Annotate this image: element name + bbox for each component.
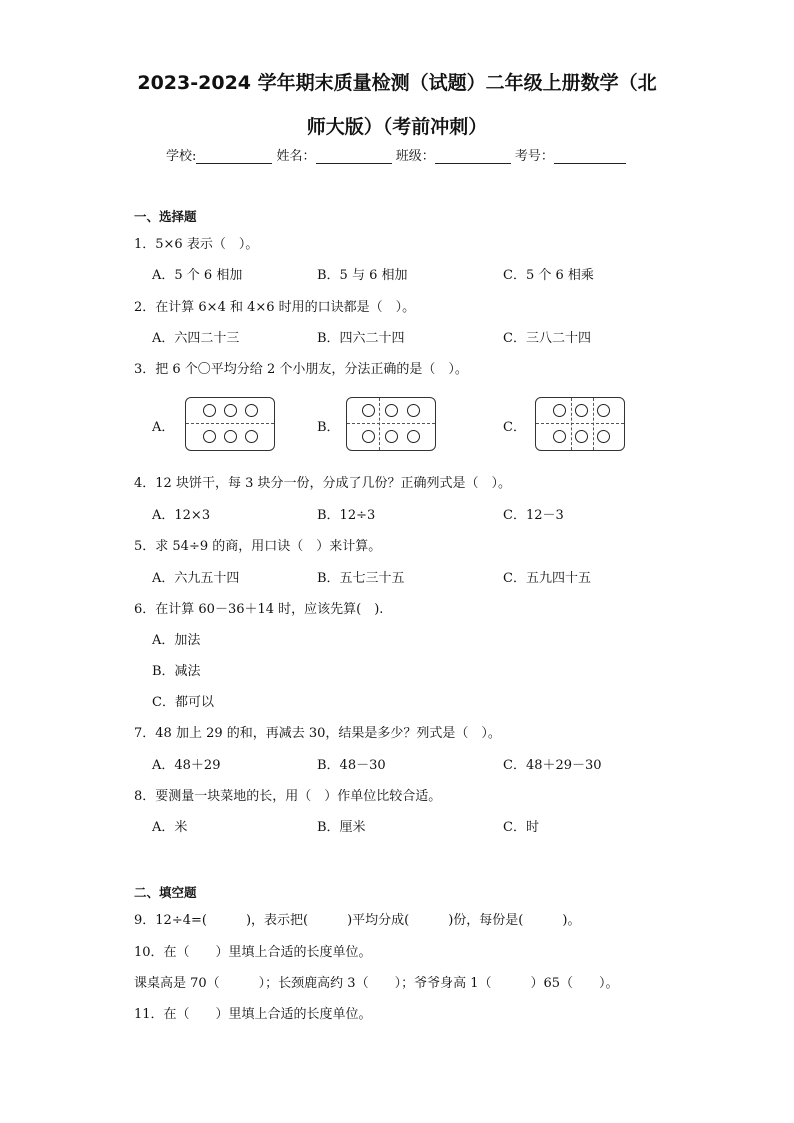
page-title-line2: 师大版）（考前冲刺） bbox=[306, 116, 488, 138]
question-3-stem: 3．把 6 个〇平均分给 2 个小朋友，分法正确的是（ ）。 bbox=[134, 362, 468, 377]
question-1-option-a: A．5 个 6 相加 bbox=[152, 268, 243, 283]
number-blank bbox=[554, 149, 626, 164]
question-9: 9．12÷4=( )，表示把( )平均分成( )份，每份是( )。 bbox=[134, 913, 581, 928]
question-8-option-a: A．米 bbox=[152, 820, 188, 835]
circle-icon bbox=[224, 404, 237, 417]
school-blank bbox=[196, 149, 272, 164]
circle-icon bbox=[245, 404, 258, 417]
question-8-option-c: C．时 bbox=[503, 820, 539, 835]
circle-icon bbox=[385, 404, 398, 417]
circle-icon bbox=[362, 404, 375, 417]
question-7-option-a: A．48＋29 bbox=[152, 758, 221, 773]
question-3-option-a: A． bbox=[152, 420, 175, 435]
section-heading-choice: 一、选择题 bbox=[134, 209, 197, 224]
circle-icon bbox=[362, 430, 375, 443]
name-blank bbox=[316, 149, 392, 164]
question-3-option-b: B． bbox=[317, 420, 340, 435]
question-4-stem: 4．12 块饼干，每 3 块分一份，分成了几份？正确列式是（ ）。 bbox=[134, 476, 511, 491]
question-4-option-c: C．12－3 bbox=[503, 508, 564, 523]
question-5-option-c: C．五九四十五 bbox=[503, 571, 591, 586]
circle-icon bbox=[224, 430, 237, 443]
question-1-stem: 1．5×6 表示（ ）。 bbox=[134, 237, 259, 252]
figure-b-divider-h bbox=[347, 423, 435, 424]
circle-icon bbox=[385, 430, 398, 443]
question-8-stem: 8．要测量一块菜地的长，用（ ）作单位比较合适。 bbox=[134, 789, 442, 804]
circle-icon bbox=[597, 430, 610, 443]
circle-icon bbox=[575, 430, 588, 443]
name-label: 姓名： bbox=[276, 149, 316, 164]
school-label: 学校: bbox=[166, 149, 197, 164]
figure-a-divider bbox=[186, 423, 274, 424]
question-10: 10．在（ ）里填上合适的长度单位。 bbox=[134, 945, 372, 960]
question-7-stem: 7．48 加上 29 的和，再减去 30，结果是多少？列式是（ ）。 bbox=[134, 726, 501, 741]
question-3-option-c: C． bbox=[503, 420, 526, 435]
circle-icon bbox=[575, 404, 588, 417]
circle-icon bbox=[407, 404, 420, 417]
question-5-option-a: A．六九五十四 bbox=[152, 571, 240, 586]
question-2-option-c: C．三八二十四 bbox=[503, 331, 591, 346]
question-5-option-b: B．五七三十五 bbox=[317, 571, 405, 586]
figure-c-divider-h bbox=[536, 423, 624, 424]
number-label: 考号： bbox=[514, 149, 554, 164]
class-label: 班级： bbox=[395, 149, 435, 164]
circle-icon bbox=[203, 430, 216, 443]
question-5-stem: 5．求 54÷9 的商，用口诀（ ）来计算。 bbox=[134, 539, 382, 554]
question-6-option-a: A．加法 bbox=[152, 633, 201, 648]
question-4-option-b: B．12÷3 bbox=[317, 508, 376, 523]
question-4-option-a: A．12×3 bbox=[152, 508, 211, 523]
question-6-stem: 6．在计算 60－36＋14 时，应该先算( ). bbox=[134, 602, 384, 617]
section-heading-fill: 二、填空题 bbox=[134, 885, 197, 900]
question-2-stem: 2．在计算 6×4 和 4×6 时用的口诀都是（ ）。 bbox=[134, 300, 416, 315]
question-1-option-c: C．5 个 6 相乘 bbox=[503, 268, 594, 283]
question-2-option-b: B．四六二十四 bbox=[317, 331, 405, 346]
question-11: 11．在（ ）里填上合适的长度单位。 bbox=[134, 1007, 372, 1022]
circle-icon bbox=[203, 404, 216, 417]
figure-a-box bbox=[185, 397, 275, 451]
question-7-option-b: B．48－30 bbox=[317, 758, 386, 773]
figure-b-box bbox=[346, 397, 436, 451]
question-8-option-b: B．厘米 bbox=[317, 820, 366, 835]
circle-icon bbox=[245, 430, 258, 443]
figure-b-divider-v bbox=[379, 398, 380, 450]
circle-icon bbox=[597, 404, 610, 417]
question-7-option-c: C．48＋29－30 bbox=[503, 758, 602, 773]
class-blank bbox=[435, 149, 511, 164]
circle-icon bbox=[407, 430, 420, 443]
question-6-option-b: B．减法 bbox=[152, 664, 201, 679]
circle-icon bbox=[553, 404, 566, 417]
circle-icon bbox=[553, 430, 566, 443]
question-6-option-c: C．都可以 bbox=[152, 695, 214, 710]
question-2-option-a: A．六四二十三 bbox=[152, 331, 240, 346]
figure-c-divider-v1 bbox=[571, 398, 572, 450]
question-10-detail: 课桌高是 70（ ）；长颈鹿高约 3（ ）；爷爷身高 1（ ）65（ ）。 bbox=[134, 976, 619, 991]
page-title-line1: 2023-2024 学年期末质量检测（试题）二年级上册数学（北 bbox=[137, 72, 657, 94]
question-1-option-b: B．5 与 6 相加 bbox=[317, 268, 408, 283]
student-info-row bbox=[166, 145, 626, 164]
figure-c-divider-v2 bbox=[593, 398, 594, 450]
figure-c-box bbox=[535, 397, 625, 451]
